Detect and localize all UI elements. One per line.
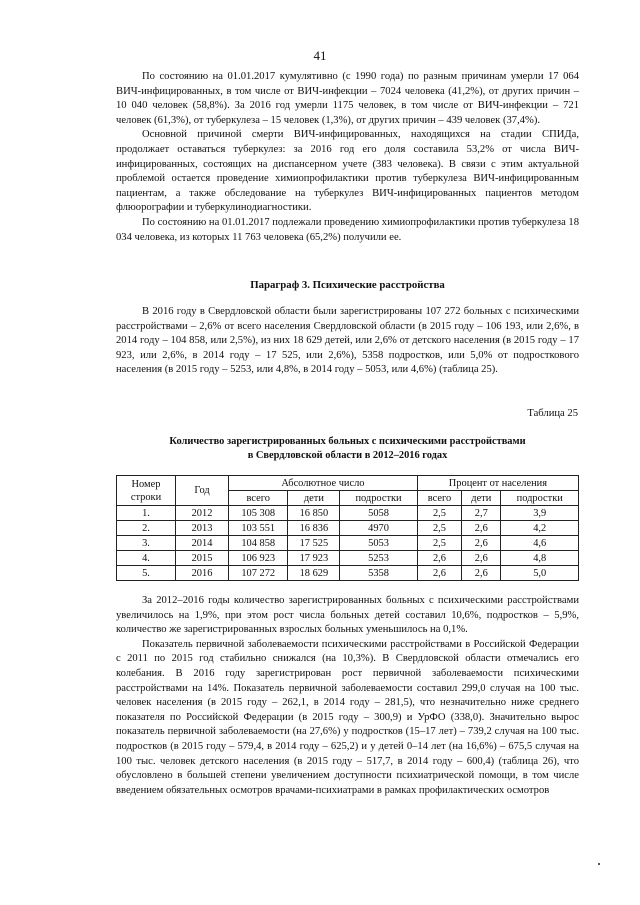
cell-pct-children: 2,6 (462, 521, 501, 536)
cell-year: 2015 (176, 551, 229, 566)
cell-number: 2. (117, 521, 176, 536)
cell-abs-children: 17 525 (288, 536, 340, 551)
intro-text (116, 305, 579, 378)
header-absolute: Абсолютное число (229, 476, 418, 491)
header-abs-children: дети (288, 491, 340, 506)
page-number: 41 (313, 48, 327, 63)
paragraph-growth: За 2012–2016 годы количество зарегистрированных больных с психическими расстройствами увеличилось на 1,9%, при этом рост числа больных детей составил 10,6%, подростков – 5,9%, количество же зарегистрированных взрослых больных уменьшилось на 0,1%. (116, 595, 579, 636)
cell-abs-total: 103 551 (229, 521, 288, 536)
cell-pct-teens: 4,8 (501, 551, 579, 566)
cell-pct-children: 2,6 (462, 566, 501, 581)
cell-pct-total: 2,5 (417, 521, 461, 536)
cell-abs-teens: 5253 (340, 551, 417, 566)
cell-abs-total: 107 272 (229, 566, 288, 581)
analysis-text (116, 594, 579, 798)
cell-number: 3. (117, 536, 176, 551)
header-year: Год (176, 476, 229, 506)
cell-year: 2013 (176, 521, 229, 536)
header-row-number: Номер строки (117, 476, 176, 506)
cell-number: 4. (117, 551, 176, 566)
header-abs-total: всего (229, 491, 288, 506)
table-title (116, 435, 579, 462)
table-row (117, 551, 579, 566)
cell-abs-total: 105 308 (229, 506, 288, 521)
cell-pct-total: 2,5 (417, 536, 461, 551)
cell-abs-children: 16 850 (288, 506, 340, 521)
cell-abs-children: 16 836 (288, 521, 340, 536)
cell-pct-children: 2,6 (462, 536, 501, 551)
table-title-line2: в Свердловской области в 2012–2016 годах (247, 449, 448, 461)
cell-abs-children: 17 923 (288, 551, 340, 566)
cell-pct-teens: 3,9 (501, 506, 579, 521)
cell-year: 2014 (176, 536, 229, 551)
cell-pct-total: 2,6 (417, 566, 461, 581)
cell-abs-total: 106 923 (229, 551, 288, 566)
cell-abs-teens: 4970 (340, 521, 417, 536)
paragraph-mental-intro: В 2016 году в Свердловской области были зарегистрированы 107 272 больных с психическими расстройствами – 2,6% от всего населения Свердловской области (в 2015 году – 106 193, или 2,6%, в 2014 году – 104 858, или 2,5%), из них 18 629 детей, или 2,6% от детского населения (в 2015 году – 17 923, или 2,6%, в 2014 году – 17 525, или 2,6%), 5358 подростков, или 5,0% от подросткового населения (в 2015 году – 5253, или 4,8%, в 2014 году – 5053, или 4,6%) (таблица 25). (116, 306, 579, 376)
cell-pct-teens: 5,0 (501, 566, 579, 581)
cell-abs-total: 104 858 (229, 536, 288, 551)
paragraph-hiv-deaths: По состоянию на 01.01.2017 кумулятивно (с 1990 года) по разным причинам умерли 17 064 ВИЧ-инфицированных, в том числе от ВИЧ-инфекции – 7024 человека (41,2%), от других причин – 10 040 человек (58,8%). За 2016 год умерли 1175 человек, в том числе от ВИЧ-инфекции – 721 человек (61,3%), от туберкулеза – 15 человек (1,3%), от других причин – 439 человек (37,4%). (116, 71, 579, 126)
cell-pct-teens: 4,6 (501, 536, 579, 551)
mental-disorders-table (116, 475, 579, 581)
scan-dot (598, 863, 600, 865)
paragraph-incidence: Показатель первичной заболеваемости психическими расстройствами в Российской Федерации с 2011 по 2015 год стабильно снижался (на 10,3%). В Свердловской области отмечались его колебания. В 2016 году зарегистрирован рост первичной заболеваемости психическими расстройствами на 14%. Показатель первичной заболеваемости составил 299,0 случая на 100 тыс. человек населения (в 2015 году – 262,1, в 2014 году – 281,5), что незначительно ниже среднего показателя по Российской Федерации (в 2015 году – 300,9) и УрФО (338,0). Значительно вырос показатель первичной заболеваемости (на 27,6%) у подростков (15–17 лет) – 739,2 случая на 100 тыс. подростков (в 2015 году – 579,4, в 2014 году – 625,2) и у детей 0–14 лет (на 16,6%) – 675,5 случая на 100 тыс. человек детского населения (в 2015 году – 517,7, в 2014 году – 600,4) (таблица 26), что обусловлено в большей степени увеличением доступности психиатрической помощи, в том числе введением обязательных осмотров врачами-психиатрами в рамках профилактических осмотров (116, 638, 579, 796)
cell-abs-children: 18 629 (288, 566, 340, 581)
cell-abs-teens: 5053 (340, 536, 417, 551)
cell-abs-teens: 5358 (340, 566, 417, 581)
header-pct-total: всего (417, 491, 461, 506)
cell-pct-teens: 4,2 (501, 521, 579, 536)
header-pct-teens: подростки (501, 491, 579, 506)
cell-number: 5. (117, 566, 176, 581)
table-row (117, 521, 579, 536)
table-row (117, 536, 579, 551)
table-title-line1: Количество зарегистрированных больных с психическими расстройствами (169, 436, 526, 447)
header-abs-teens: подростки (340, 491, 417, 506)
header-pct-children: дети (462, 491, 501, 506)
table-label: Таблица 25 (527, 408, 578, 419)
header-percent: Процент от населения (417, 476, 578, 491)
paragraph-tb-cause: Основной причиной смерти ВИЧ-инфицированных, находящихся на стадии СПИДа, продолжает оставаться туберкулез: за 2016 год его доля составила 53,2% от числа ВИЧ-инфицированных, состоящих на диспансерном учете (383 человека). В связи с этим актуальной проблемой остается проведение химиопрофилактики против туберкулеза ВИЧ-инфицированным пациентам, а также обследование на туберкулез ВИЧ-инфицированных пациентов методом флюорографии и туберкулинодиагностики. (116, 129, 579, 214)
cell-pct-total: 2,6 (417, 551, 461, 566)
paragraph-chemoprophylaxis: По состоянию на 01.01.2017 подлежали проведению химиопрофилактики против туберкулеза 18 034 человека, из которых 11 763 человека (65,2%) получили ее. (116, 216, 580, 243)
cell-pct-children: 2,7 (462, 506, 501, 521)
table-row (117, 506, 579, 521)
cell-number: 1. (117, 506, 176, 521)
cell-pct-children: 2,6 (462, 551, 501, 566)
cell-year: 2016 (176, 566, 229, 581)
section-heading: Параграф 3. Психические расстройства (250, 279, 445, 291)
cell-abs-teens: 5058 (340, 506, 417, 521)
hiv-section-text (116, 70, 579, 245)
cell-pct-total: 2,5 (417, 506, 461, 521)
cell-year: 2012 (176, 506, 229, 521)
table-row (117, 566, 579, 581)
